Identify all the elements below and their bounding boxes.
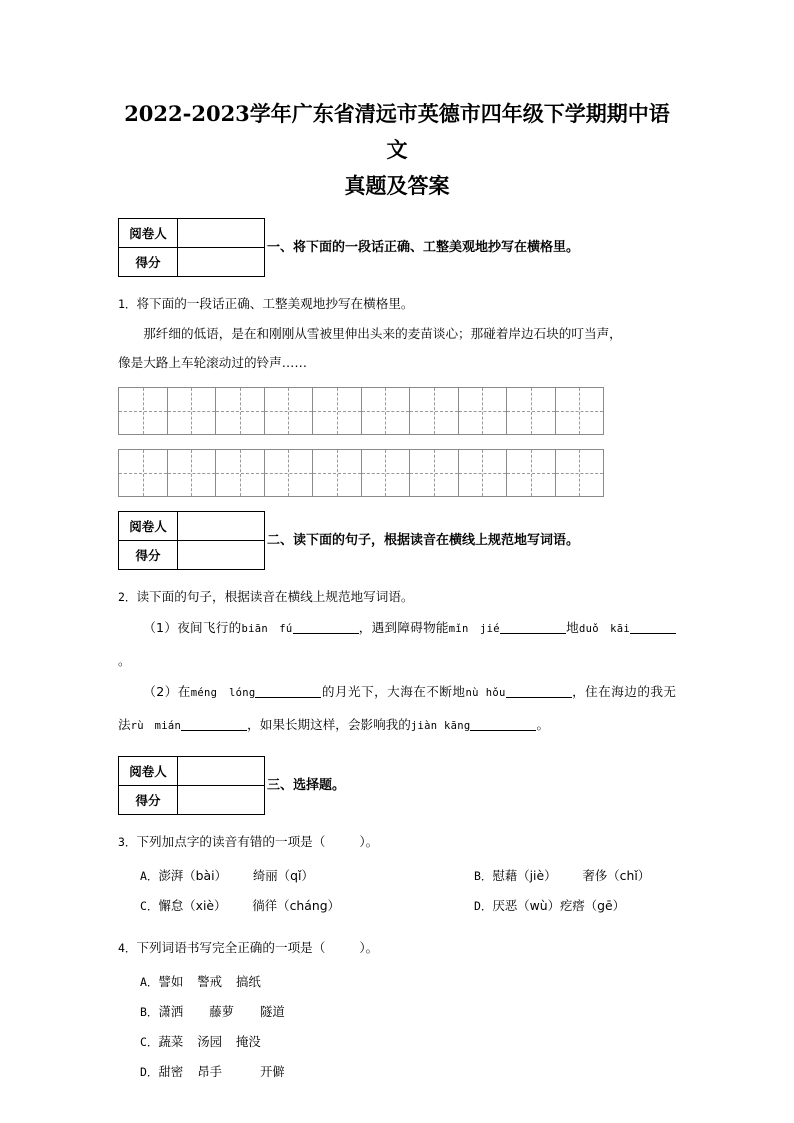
writing-grid-cell[interactable] xyxy=(119,450,168,496)
answer-blank[interactable] xyxy=(255,683,321,698)
score-label: 得分 xyxy=(119,786,178,815)
writing-grid-cell[interactable] xyxy=(313,450,362,496)
option-a-word2: 警戒 xyxy=(197,974,222,989)
reviewer-label: 阅卷人 xyxy=(119,219,178,248)
option-b-word2: 藤萝 xyxy=(209,1004,234,1019)
answer-blank[interactable] xyxy=(500,619,566,634)
score-value[interactable] xyxy=(178,541,265,570)
writing-grid-cell[interactable] xyxy=(119,388,168,434)
section-header-2 xyxy=(118,511,676,570)
writing-grid-cell[interactable] xyxy=(216,450,265,496)
option-b-word3: 隧道 xyxy=(260,1004,285,1019)
writing-grid-cell[interactable] xyxy=(410,450,459,496)
question-3-stem-before: 下列加点字的读音有错的一项是（ xyxy=(136,834,326,849)
reviewer-value[interactable] xyxy=(178,512,265,541)
pinyin-rumian: rù mián xyxy=(130,720,182,732)
option-c-letter: C． xyxy=(140,899,159,913)
pinyin-menglong: méng lóng xyxy=(190,687,256,699)
option-c-text2: 徜徉（cháng） xyxy=(252,898,340,913)
question-4-options xyxy=(118,967,676,1087)
question-1-stem xyxy=(118,289,676,319)
pinyin-duokai: duǒ kāi xyxy=(578,623,631,635)
question-2-sub2-t3: ，住在海边的我无法 xyxy=(118,684,677,732)
pinyin-jiankang: jiàn kāng xyxy=(410,720,471,732)
page-title xyxy=(118,0,676,204)
option-a-letter: A． xyxy=(140,975,159,989)
question-2-sub2-t5: 。 xyxy=(536,717,550,732)
writing-grid-row[interactable] xyxy=(118,387,604,435)
table-row xyxy=(119,512,265,541)
question-2 xyxy=(118,582,676,742)
score-label: 得分 xyxy=(119,541,178,570)
question-2-sub2-t4: ，如果长期这样，会影响我的 xyxy=(247,717,411,732)
question-4 xyxy=(118,933,676,963)
option-c[interactable] xyxy=(118,1027,676,1057)
section-heading-2: 二、读下面的句子，根据读音在横线上规范地写词语。 xyxy=(267,532,580,548)
option-a[interactable] xyxy=(118,861,452,891)
page-title-line2: 真题及答案 xyxy=(344,173,450,198)
writing-grid-cell[interactable] xyxy=(168,388,217,434)
option-c-word1: 蔬菜 xyxy=(158,1034,184,1049)
table-row xyxy=(119,541,265,570)
score-value[interactable] xyxy=(178,786,265,815)
option-c-text: 懈怠（xiè） xyxy=(158,898,227,913)
section-header-1 xyxy=(118,218,676,277)
question-2-number: 2． xyxy=(118,590,137,604)
option-d-letter: D． xyxy=(140,1065,159,1079)
pinyin-nuhou: nù hǒu xyxy=(465,687,506,699)
option-d-letter: D． xyxy=(474,899,493,913)
option-row xyxy=(118,997,676,1027)
option-row xyxy=(118,891,676,921)
table-row xyxy=(119,757,265,786)
option-c[interactable] xyxy=(118,891,452,921)
option-b-letter: B． xyxy=(474,869,493,883)
writing-grid-cell[interactable] xyxy=(556,450,604,496)
answer-blank[interactable] xyxy=(630,619,676,634)
option-d[interactable] xyxy=(452,891,676,921)
writing-grid-cell[interactable] xyxy=(459,450,508,496)
option-c-word3: 掩没 xyxy=(236,1034,261,1049)
writing-grid-cell[interactable] xyxy=(313,388,362,434)
writing-grid-cell[interactable] xyxy=(507,450,556,496)
question-1-stem-text: 将下面的一段话正确、工整美观地抄写在横格里。 xyxy=(136,296,414,311)
option-d-word3: 开僻 xyxy=(260,1064,285,1079)
question-3-stem-after: ）。 xyxy=(359,834,379,849)
writing-grid-row[interactable] xyxy=(118,449,604,497)
writing-grid-cell[interactable] xyxy=(265,450,314,496)
question-1-body-line1: 那纤细的低语，是在和刚刚从雪被里伸出头来的麦苗谈心；那碰着岸边石块的叮当声， xyxy=(143,326,622,341)
table-row xyxy=(119,219,265,248)
table-row xyxy=(119,786,265,815)
question-2-stem-text: 读下面的句子，根据读音在横线上规范地写词语。 xyxy=(136,589,414,604)
question-1-number: 1． xyxy=(118,297,137,311)
question-3-options xyxy=(118,861,676,921)
section-heading-wrap-1 xyxy=(265,218,676,277)
question-2-stem xyxy=(118,582,676,612)
writing-grid-cell[interactable] xyxy=(507,388,556,434)
option-row xyxy=(118,1027,676,1057)
writing-grid-cell[interactable] xyxy=(265,388,314,434)
score-table-1 xyxy=(118,218,265,277)
question-2-sub2-t2: 的月光下，大海在不断地 xyxy=(321,684,466,699)
question-2-sub2-label: （2） xyxy=(143,684,178,699)
writing-grid-cell[interactable] xyxy=(459,388,508,434)
option-row xyxy=(118,1057,676,1087)
answer-blank[interactable] xyxy=(293,619,359,634)
pinyin-bianfu: biān fú xyxy=(241,623,293,635)
option-row xyxy=(118,967,676,997)
answer-blank[interactable] xyxy=(181,716,247,731)
reviewer-value[interactable] xyxy=(178,757,265,786)
option-d[interactable] xyxy=(118,1057,676,1087)
question-2-sub2-t1: 在 xyxy=(177,684,191,699)
writing-grid-cell[interactable] xyxy=(556,388,604,434)
score-table-2 xyxy=(118,511,265,570)
reviewer-label: 阅卷人 xyxy=(119,757,178,786)
answer-blank[interactable] xyxy=(470,716,536,731)
option-a-word1: 譬如 xyxy=(158,974,184,989)
pinyin-minjie: mǐn jié xyxy=(448,623,500,635)
option-a-letter: A． xyxy=(140,869,159,883)
question-2-sub1-t1: 夜间飞行的 xyxy=(177,620,242,635)
writing-grid-cell[interactable] xyxy=(410,388,459,434)
page-title-line1: 2022-2023学年广东省清远市英德市四年级下学期期中语文 xyxy=(124,101,670,162)
table-row xyxy=(119,248,265,277)
question-3-stem xyxy=(118,827,676,857)
question-1-body-line2: 像是大路上车轮滚动过的铃声…… xyxy=(118,355,307,370)
section-heading-wrap-3 xyxy=(265,756,676,815)
option-b-letter: B． xyxy=(140,1005,159,1019)
section-heading-3: 三、选择题。 xyxy=(267,777,346,793)
option-c-word2: 汤园 xyxy=(197,1034,222,1049)
section-heading-wrap-2 xyxy=(265,511,676,570)
writing-grid-cell[interactable] xyxy=(216,388,265,434)
writing-grid-cell[interactable] xyxy=(362,388,411,434)
reviewer-value[interactable] xyxy=(178,219,265,248)
score-label: 得分 xyxy=(119,248,178,277)
option-b[interactable] xyxy=(118,997,676,1027)
option-a-text2: 绮丽（qǐ） xyxy=(252,868,314,883)
question-2-sub1 xyxy=(118,612,676,676)
option-d-word1: 甜密 xyxy=(158,1064,184,1079)
option-b-text2: 奢侈（chǐ） xyxy=(582,868,651,883)
answer-blank[interactable] xyxy=(506,683,572,698)
writing-grid-cell[interactable] xyxy=(168,450,217,496)
option-d-text: 厌恶（wù）疙瘩（gē） xyxy=(492,898,626,913)
question-4-number: 4． xyxy=(118,941,137,955)
option-a-text: 澎湃（bài） xyxy=(158,868,227,883)
writing-grid xyxy=(118,387,676,497)
question-2-sub1-t4: 。 xyxy=(118,653,131,668)
question-1 xyxy=(118,289,676,377)
question-2-sub1-t3: 地 xyxy=(565,620,579,635)
question-4-stem xyxy=(118,933,676,963)
question-4-stem-after: ）。 xyxy=(359,940,379,955)
question-2-sub1-label: （1） xyxy=(143,620,178,635)
option-row xyxy=(118,861,676,891)
question-3-number: 3． xyxy=(118,835,137,849)
reviewer-label: 阅卷人 xyxy=(119,512,178,541)
question-2-sub2 xyxy=(118,676,676,742)
option-a[interactable] xyxy=(118,967,676,997)
option-c-letter: C． xyxy=(140,1035,159,1049)
option-b-word1: 潇洒 xyxy=(158,1004,184,1019)
option-a-word3: 搞纸 xyxy=(236,974,261,989)
option-b[interactable] xyxy=(452,861,676,891)
question-3 xyxy=(118,827,676,857)
score-table-3 xyxy=(118,756,265,815)
section-header-3 xyxy=(118,756,676,815)
question-4-stem-before: 下列词语书写完全正确的一项是（ xyxy=(136,940,326,955)
question-2-sub1-t2: ，遇到障碍物能 xyxy=(358,620,449,635)
option-b-text: 慰藉（jiè） xyxy=(492,868,557,883)
option-d-word2: 昂手 xyxy=(197,1064,222,1079)
section-heading-1: 一、将下面的一段话正确、工整美观地抄写在横格里。 xyxy=(267,239,580,255)
score-value[interactable] xyxy=(178,248,265,277)
writing-grid-cell[interactable] xyxy=(362,450,411,496)
